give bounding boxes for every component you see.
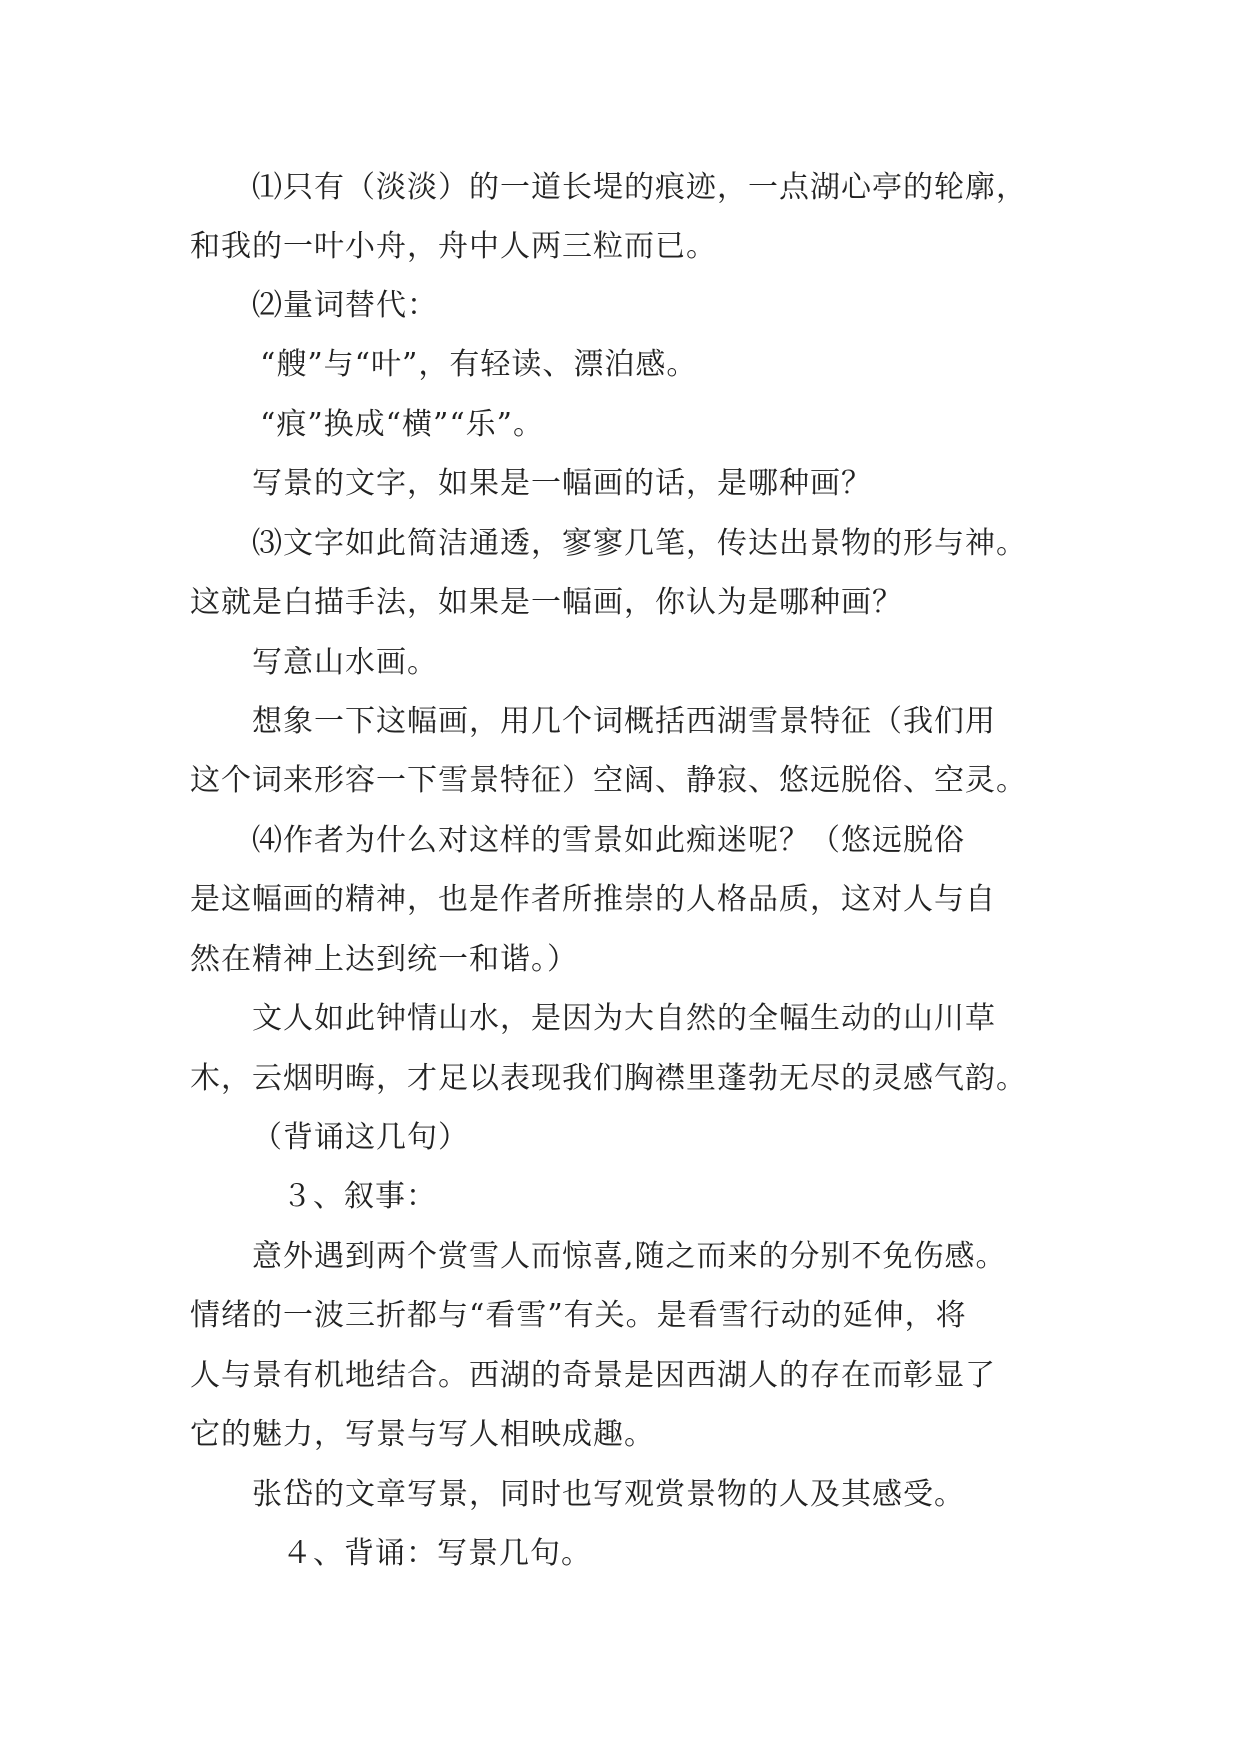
paragraph-line: ⑷作者为什么对这样的雪景如此痴迷呢？（悠远脱俗	[252, 823, 965, 858]
section-heading: ４、背诵：写景几句。	[282, 1536, 592, 1571]
paragraph-line: 这个词来形容一下雪景特征）空阔、静寂、悠远脱俗、空灵。	[190, 763, 1027, 798]
paragraph-line: “艘”与“叶”，有轻读、漂泊感。	[260, 347, 698, 382]
paragraph-line: 木，云烟明晦，才足以表现我们胸襟里蓬勃无尽的灵感气韵。	[190, 1061, 1027, 1096]
paragraph-line: 和我的一叶小舟，舟中人两三粒而已。	[190, 229, 717, 264]
paragraph-line: 情绪的一波三折都与“看雪”有关。是看雪行动的延伸，将	[190, 1298, 967, 1333]
section-heading: ３、叙事：	[282, 1179, 437, 1214]
paragraph-line: 意外遇到两个赏雪人而惊喜,随之而来的分别不免伤感。	[252, 1239, 1007, 1274]
paragraph-line: 写景的文字，如果是一幅画的话，是哪种画？	[252, 466, 872, 501]
paragraph-line: ⑵量词替代：	[252, 288, 438, 323]
paragraph-line: 想象一下这幅画，用几个词概括西湖雪景特征（我们用	[252, 704, 996, 739]
paragraph-line: 文人如此钟情山水，是因为大自然的全幅生动的山川草	[252, 1001, 996, 1036]
paragraph-line: 张岱的文章写景，同时也写观赏景物的人及其感受。	[252, 1477, 965, 1512]
paragraph-line: 然在精神上达到统一和谐。）	[190, 942, 578, 977]
paragraph-line: ⑶文字如此简洁通透，寥寥几笔，传达出景物的形与神。	[252, 526, 1027, 561]
paragraph-line: 这就是白描手法，如果是一幅画，你认为是哪种画？	[190, 585, 903, 620]
paragraph-line: ⑴只有（淡淡）的一道长堤的痕迹，一点湖心亭的轮廓，	[252, 170, 1027, 205]
paragraph-line: 是这幅画的精神，也是作者所推崇的人格品质，这对人与自	[190, 882, 996, 917]
paragraph-line: 它的魅力，写景与写人相映成趣。	[190, 1417, 655, 1452]
paragraph-line: （背诵这几句）	[252, 1120, 469, 1155]
paragraph-line: “痕”换成“横”“乐”。	[260, 407, 545, 442]
paragraph-line: 人与景有机地结合。西湖的奇景是因西湖人的存在而彰显了	[190, 1358, 996, 1393]
paragraph-line: 写意山水画。	[252, 645, 438, 680]
